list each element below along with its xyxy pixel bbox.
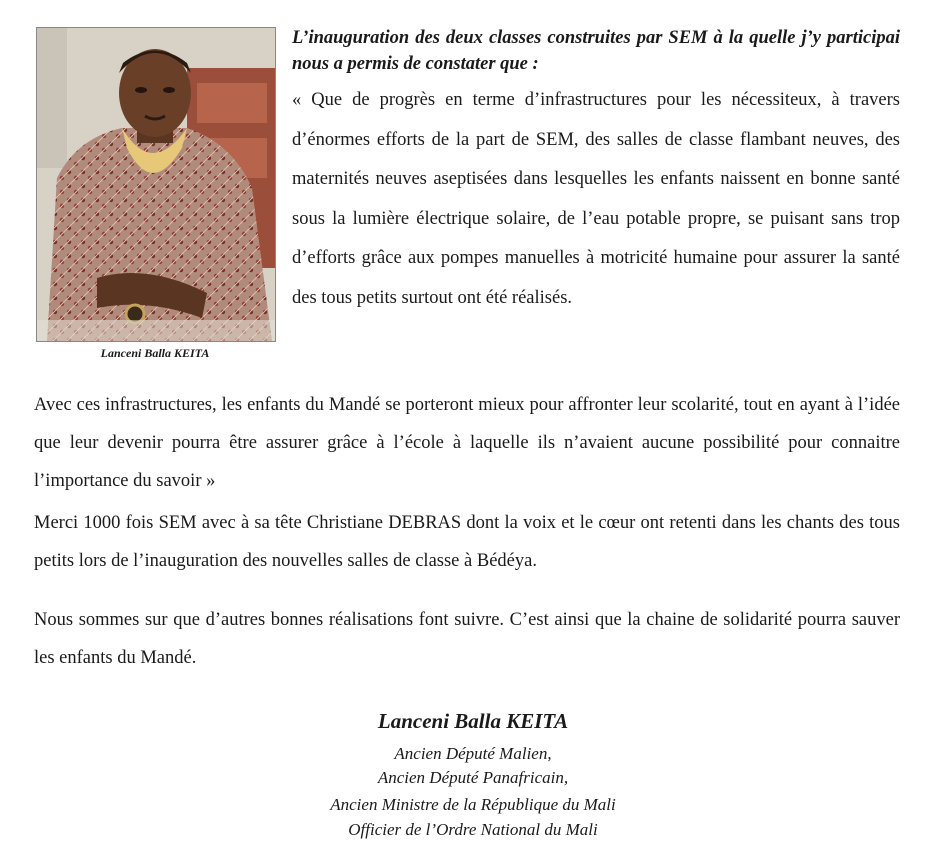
photo-caption: Lanceni Balla KEITA	[100, 346, 210, 360]
intro-text: L’inauguration des deux classes construites par SEM à la quelle j’y participai nous a permis de constater que :	[292, 28, 900, 74]
quote-paragraph: « Que de progrès en terme d’infrastructures pour les nécessiteux, à travers d’énormes efforts de la part de SEM, des salles de classe flambant neuves, des maternités neuves aseptisées dans lesquelles les enfants naissent en bonne santé sous la lumière électrique solaire, de l’eau potable propre, se puisant sans trop d’efforts grâce aux pompes manuelles à motricité humaine pour assurer la santé des tous petits surtout ont été réalisés.	[292, 90, 900, 308]
signature-title: Ancien Député Panafricain,	[377, 768, 569, 787]
paragraph-thanks: Merci 1000 fois SEM avec à sa tête Christiane DEBRAS dont la voix et le cœur ont retenti dans les chants des tous petits lors de l’inauguration des nouvelles salles de classe à Bédéya.	[34, 513, 900, 571]
signature-title: Ancien Ministre de la République du Mali	[330, 795, 616, 814]
signature-title: Officier de l’Ordre National du Mali	[348, 820, 598, 839]
paragraph-infrastructures: Avec ces infrastructures, les enfants du Mandé se porteront mieux pour affronter leur scolarité, tout en ayant à l’idée que leur devenir pourra être assurer grâce à l’école à laquelle ils n’avaient aucune possibilité pour connaitre l’importance du savoir »	[34, 395, 900, 491]
portrait-photo	[36, 27, 276, 342]
portrait-illustration	[37, 28, 275, 341]
signature-title: Ancien Député Malien,	[394, 744, 552, 763]
signature-name: Lanceni Balla KEITA	[377, 709, 569, 733]
paragraph-conclusion: Nous sommes sur que d’autres bonnes réalisations font suivre. C’est ainsi que la chaine de solidarité pourra sauver les enfants du Mandé.	[34, 610, 900, 668]
